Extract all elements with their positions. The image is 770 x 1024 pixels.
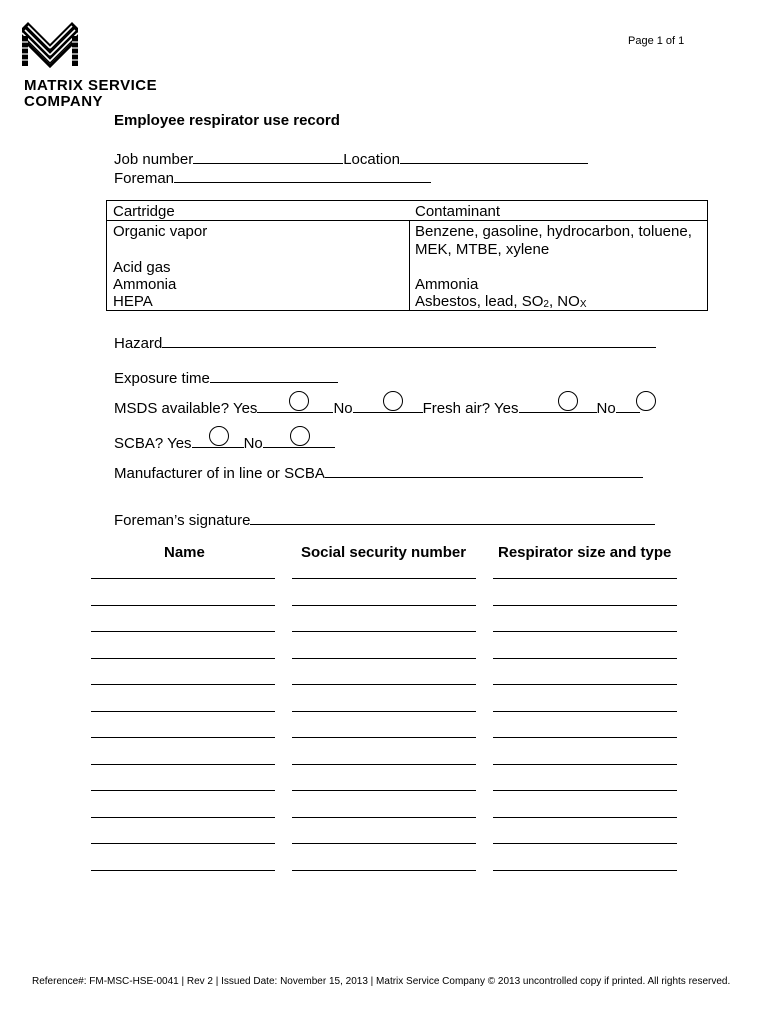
hazard-label: Hazard — [114, 335, 163, 352]
job-number-field[interactable] — [193, 148, 343, 164]
name-line[interactable] — [91, 790, 275, 791]
name-line[interactable] — [91, 843, 275, 844]
column-header-name: Name — [164, 544, 205, 561]
ssn-line[interactable] — [292, 711, 476, 712]
respirator-line[interactable] — [493, 737, 677, 738]
job-number-label: Job number — [114, 151, 194, 168]
fresh-air-yes-checkbox[interactable] — [558, 391, 578, 411]
respirator-line[interactable] — [493, 684, 677, 685]
contaminant-hepa-prefix: Asbestos, lead, SO — [415, 293, 544, 310]
column-header-ssn: Social security number — [301, 544, 467, 561]
respirator-line[interactable] — [493, 817, 677, 818]
ssn-line[interactable] — [292, 631, 476, 632]
location-field[interactable] — [400, 148, 588, 164]
exposure-time-field[interactable] — [210, 367, 338, 383]
company-name-line1: MATRIX SERVICE — [24, 77, 158, 94]
table-column-divider — [409, 220, 410, 310]
cartridge-ammonia: Ammonia — [113, 276, 177, 293]
ssn-line[interactable] — [292, 684, 476, 685]
foreman-signature-label: Foreman’s signature — [114, 512, 251, 529]
table-header-divider — [107, 220, 707, 221]
name-line[interactable] — [91, 737, 275, 738]
scba-no-checkbox[interactable] — [290, 426, 310, 446]
name-line[interactable] — [91, 658, 275, 659]
foreman-signature-field[interactable] — [250, 509, 655, 525]
company-name-line2: COMPANY — [24, 93, 104, 110]
respirator-line[interactable] — [493, 764, 677, 765]
fresh-air-no-label: No — [596, 400, 616, 417]
job-number-row — [114, 148, 588, 168]
contaminant-hepa-mid: , NO — [548, 293, 580, 310]
cartridge-organic-vapor: Organic vapor — [113, 223, 208, 240]
contaminant-hepa-sub1: 2 — [543, 299, 549, 310]
name-line[interactable] — [91, 711, 275, 712]
ssn-line[interactable] — [292, 870, 476, 871]
fresh-air-label: Fresh air? Yes — [422, 400, 519, 417]
contaminant-ammonia: Ammonia — [415, 276, 479, 293]
ssn-line[interactable] — [292, 605, 476, 606]
ssn-line[interactable] — [292, 790, 476, 791]
cartridge-table — [106, 200, 708, 311]
ssn-line[interactable] — [292, 764, 476, 765]
foreman-signature-row — [114, 509, 655, 529]
respirator-line[interactable] — [493, 658, 677, 659]
contaminant-hepa — [415, 293, 586, 314]
respirator-line[interactable] — [493, 711, 677, 712]
location-label: Location — [343, 151, 400, 168]
msds-yes-checkbox[interactable] — [289, 391, 309, 411]
respirator-line[interactable] — [493, 790, 677, 791]
exposure-time-label: Exposure time — [114, 370, 210, 387]
hazard-field[interactable] — [162, 332, 656, 348]
contaminant-organic-vapor: Benzene, gasoline, hydrocarbon, toluene, MEK, MTBE, xylene — [415, 223, 692, 258]
ssn-line[interactable] — [292, 817, 476, 818]
respirator-line[interactable] — [493, 578, 677, 579]
cartridge-header: Cartridge — [113, 203, 175, 220]
name-line[interactable] — [91, 684, 275, 685]
manufacturer-row — [114, 462, 643, 482]
name-line[interactable] — [91, 605, 275, 606]
foreman-label: Foreman — [114, 170, 175, 187]
footer-reference: Reference#: FM-MSC-HSE-0041 | Rev 2 | Issued Date: November 15, 2013 | Matrix Service Company © 2013 uncontrolled copy if printed. All rights reserved. — [32, 976, 731, 987]
fresh-air-no-checkbox[interactable] — [636, 391, 656, 411]
msds-no-checkbox[interactable] — [383, 391, 403, 411]
scba-yes-checkbox[interactable] — [209, 426, 229, 446]
manufacturer-label: Manufacturer of in line or SCBA — [114, 465, 325, 482]
scba-no-label: No — [243, 435, 263, 452]
page-number: Page 1 of 1 — [628, 35, 685, 47]
msds-label: MSDS available? Yes — [114, 400, 258, 417]
exposure-time-row — [114, 367, 338, 387]
msds-no-label: No — [333, 400, 353, 417]
scba-label: SCBA? Yes — [114, 435, 192, 452]
manufacturer-field[interactable] — [325, 462, 643, 478]
foreman-row — [114, 167, 431, 187]
name-line[interactable] — [91, 764, 275, 765]
foreman-field[interactable] — [174, 167, 431, 183]
column-header-respirator: Respirator size and type — [498, 544, 672, 561]
ssn-line[interactable] — [292, 658, 476, 659]
name-line[interactable] — [91, 870, 275, 871]
cartridge-hepa: HEPA — [113, 293, 153, 310]
matrix-logo-icon — [22, 22, 78, 68]
respirator-line[interactable] — [493, 870, 677, 871]
respirator-line[interactable] — [493, 843, 677, 844]
ssn-line[interactable] — [292, 843, 476, 844]
contaminant-hepa-sub2: X — [579, 299, 587, 310]
respirator-line[interactable] — [493, 605, 677, 606]
cartridge-acid-gas: Acid gas — [113, 259, 171, 276]
name-line[interactable] — [91, 631, 275, 632]
hazard-row — [114, 332, 656, 352]
respirator-line[interactable] — [493, 631, 677, 632]
ssn-line[interactable] — [292, 578, 476, 579]
ssn-line[interactable] — [292, 737, 476, 738]
name-line[interactable] — [91, 817, 275, 818]
contaminant-header: Contaminant — [415, 203, 501, 220]
name-line[interactable] — [91, 578, 275, 579]
form-title: Employee respirator use record — [114, 112, 340, 129]
